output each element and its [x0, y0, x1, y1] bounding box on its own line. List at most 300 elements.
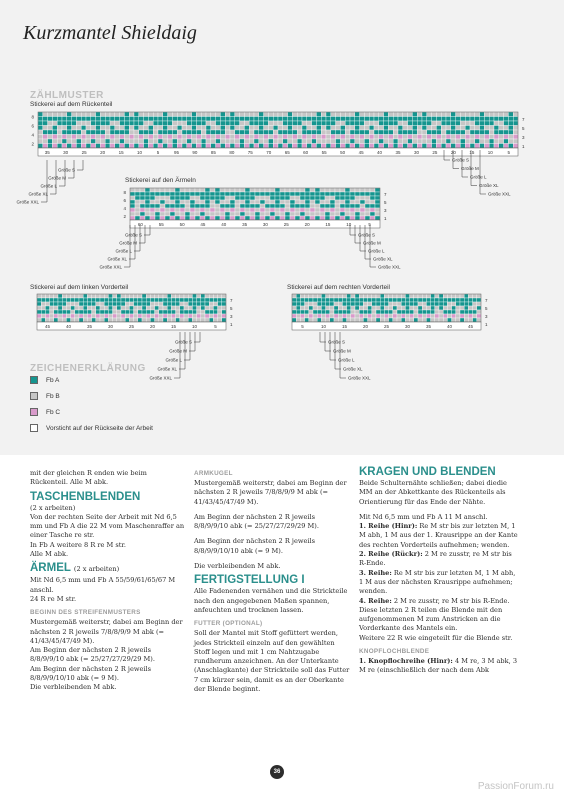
chart-cell: [464, 298, 468, 302]
chart-cell: [113, 302, 117, 306]
chart-cell: [41, 318, 45, 322]
chart-cell: [292, 135, 297, 140]
chart-cell: [138, 302, 142, 306]
chart-cell: [288, 130, 293, 135]
chart-cell: [216, 112, 221, 117]
chart-cell: [305, 314, 309, 318]
chart-cell: [273, 121, 278, 126]
chart-cell: [104, 314, 108, 318]
chart-cell: [196, 135, 201, 140]
chart-cell: [235, 121, 240, 126]
chart-cell: [410, 294, 414, 298]
size-label: Größe XL: [28, 191, 48, 197]
chart-cell: [489, 130, 494, 135]
chart-cell: [365, 204, 370, 208]
chart-cell: [240, 212, 245, 216]
chart-cell: [197, 302, 201, 306]
chart-cell: [268, 121, 273, 126]
chart-cell: [250, 188, 255, 192]
chart-cell: [134, 117, 139, 122]
chart-cell: [155, 318, 159, 322]
chart-cell: [129, 126, 134, 131]
heading-knopflochblende: KNOPFLOCHBLENDE: [359, 648, 430, 656]
chart-cell: [375, 216, 380, 220]
chart-cell: [426, 314, 430, 318]
chart-cell: [273, 117, 278, 122]
chart-cell: [384, 121, 389, 126]
chart-cell: [92, 310, 96, 314]
chart-cell: [460, 139, 465, 144]
row-label: 1: [230, 322, 233, 327]
chart-cell: [220, 117, 225, 122]
row-label: 4: [123, 206, 126, 211]
chart-cell: [408, 117, 413, 122]
chart-cell: [360, 126, 365, 131]
chart-cell: [225, 200, 230, 204]
chart-cell: [393, 144, 398, 149]
chart-cell: [364, 117, 369, 122]
chart-cell: [50, 306, 54, 310]
chart-cell: [316, 121, 321, 126]
chart-cell: [359, 306, 363, 310]
chart-cell: [443, 298, 447, 302]
chart-cell: [355, 302, 359, 306]
chart-cell: [292, 298, 296, 302]
chart-cell: [410, 314, 414, 318]
chart-cell: [412, 117, 417, 122]
chart-cell: [206, 135, 211, 140]
chart-cell: [484, 126, 489, 131]
chart-cell: [398, 135, 403, 140]
chart-cell: [374, 144, 379, 149]
chart-cell: [475, 121, 480, 126]
chart-cell: [245, 216, 250, 220]
chart-cell: [140, 208, 145, 212]
chart-cell: [215, 204, 220, 208]
chart-cell: [72, 117, 77, 122]
chart-cell: [213, 310, 217, 314]
chart-cell: [79, 294, 83, 298]
chart-cell: [45, 302, 49, 306]
chart-cell: [105, 126, 110, 131]
chart-cell: [489, 117, 494, 122]
chart-cell: [209, 306, 213, 310]
chart-cell: [334, 294, 338, 298]
chart-cell: [144, 130, 149, 135]
chart-cell: [397, 302, 401, 306]
chart-cell: [52, 117, 57, 122]
chart-cell: [340, 144, 345, 149]
page-number: 36: [270, 765, 284, 779]
chart-cell: [431, 318, 435, 322]
chart-cell: [388, 121, 393, 126]
chart-cell: [389, 302, 393, 306]
chart-cell: [201, 314, 205, 318]
chart-cell: [288, 135, 293, 140]
chart-cell: [163, 302, 167, 306]
chart-cell: [309, 298, 313, 302]
chart-cell: [171, 318, 175, 322]
chart-cell: [182, 117, 187, 122]
chart-cell: [195, 204, 200, 208]
chart-cell: [138, 306, 142, 310]
chart-cell: [218, 306, 222, 310]
chart-cell: [375, 208, 380, 212]
chart-cell: [235, 130, 240, 135]
chart-cell: [200, 200, 205, 204]
chart-cell: [170, 200, 175, 204]
chart-cell: [71, 310, 75, 314]
chart-cell: [384, 294, 388, 298]
chart-cell: [211, 117, 216, 122]
chart-cell: [195, 196, 200, 200]
chart-cell: [220, 196, 225, 200]
chart-cell: [211, 126, 216, 131]
chart-cell: [110, 121, 115, 126]
chart-cell: [83, 314, 87, 318]
chart-cell: [205, 306, 209, 310]
size-label: Größe XXL: [488, 191, 511, 197]
chart-cell: [465, 130, 470, 135]
chart-cell: [138, 314, 142, 318]
chart-cell: [270, 196, 275, 200]
chart-cell: [153, 130, 158, 135]
chart-cell: [345, 212, 350, 216]
chart-cell: [184, 310, 188, 314]
chart-cell: [270, 188, 275, 192]
chart-cell: [297, 112, 302, 117]
chart-cell: [283, 117, 288, 122]
chart-cell: [150, 212, 155, 216]
chart-cell: [374, 126, 379, 131]
chart-cell: [335, 208, 340, 212]
chart-cell: [278, 130, 283, 135]
chart-cell: [180, 200, 185, 204]
chart-cell: [397, 314, 401, 318]
chart-cell: [384, 314, 388, 318]
chart-cell: [168, 117, 173, 122]
chart-cell: [365, 196, 370, 200]
chart-cell: [309, 294, 313, 298]
chart-cell: [296, 310, 300, 314]
swatch-fb-b: [30, 392, 38, 400]
chart-cell: [360, 216, 365, 220]
chart-cell: [115, 135, 120, 140]
swatch-fb-c: [30, 408, 38, 416]
column-number: 60: [137, 222, 143, 227]
chart-cell: [513, 135, 518, 140]
chart-cell: [264, 135, 269, 140]
chart-cell: [275, 188, 280, 192]
chart-cell: [259, 144, 264, 149]
chart-cell: [148, 139, 153, 144]
chart-cell: [225, 216, 230, 220]
chart-cell: [297, 139, 302, 144]
size-label: Größe M: [169, 348, 187, 354]
chart-cell: [190, 212, 195, 216]
chart-cell: [197, 318, 201, 322]
chart-cell: [370, 200, 375, 204]
chart-cell: [313, 318, 317, 322]
chart-cell: [340, 196, 345, 200]
chart-cell: [280, 208, 285, 212]
chart-cell: [340, 117, 345, 122]
chart-cell: [372, 302, 376, 306]
chart-cell: [130, 188, 135, 192]
chart-cell: [220, 204, 225, 208]
chart-cell: [432, 135, 437, 140]
column-number: 85: [210, 150, 216, 155]
chart-cell: [213, 294, 217, 298]
chart-cell: [408, 135, 413, 140]
chart-cell: [412, 112, 417, 117]
chart-cell: [372, 314, 376, 318]
chart-cell: [363, 306, 367, 310]
chart-cell: [134, 121, 139, 126]
chart-cell: [345, 135, 350, 140]
chart-cell: [426, 310, 430, 314]
column-number: 10: [320, 324, 327, 329]
chart-cell: [468, 318, 472, 322]
chart-cell: [45, 314, 49, 318]
chart-cell: [92, 302, 96, 306]
chart-cell: [163, 130, 168, 135]
chart-cell: [375, 212, 380, 216]
chart-cell: [159, 294, 163, 298]
chart-cell: [176, 298, 180, 302]
chart-cell: [196, 139, 201, 144]
chart-cell: [321, 126, 326, 131]
chart-cell: [342, 318, 346, 322]
chart-cell: [393, 294, 397, 298]
chart-cell: [460, 298, 464, 302]
legend-fb-a: Fb A: [30, 375, 59, 385]
chart-cell: [350, 188, 355, 192]
chart-cell: [50, 294, 54, 298]
chart-cell: [312, 126, 317, 131]
text-column-3: KRAGEN UND BLENDEN Beide Schulternähte schließen; dabei diedie MM an der Abkettkante des Rückenteils als Orientierung für das Ende der Nähte. Mit Nd 6,5 mm und Fb A 11 M anschl. 1. Reihe (Hinr): Re M str bis zur letzten M, 1 M abh, 1 M aus der 1. Krausrippe an der Kante des rechten Vorderteils aufnehmen; wenden. 2. Reihe (Rückr): 2 M re zusstr, re M str bis R-Ende. 3. Reihe: Re M str bis zur letzten M, 1 M abh, 1 M aus der nächsten Krausrippe aufnehmen; wenden. 4. Reihe: 2 M re zusstr, re M str bis R-Ende. Diese letzten 2 R teilen die Blende mit den aufgenommenen M zum Anstricken an die Vorderkante des Mantels ein. Weitere 22 R wie eingeteilt für die Blende str. KNOPFLOCHBLENDE 1. Knopflochreihe (Hinr): 4 M re, 3 M abk, 3 M re (einschließlich der nach dem Abk: [359, 466, 518, 675]
chart-cell: [172, 117, 177, 122]
chart-cell: [264, 112, 269, 117]
chart-cell: [393, 306, 397, 310]
heading-beginn-streifenmuster: BEGINN DES STREIFENMUSTERS: [30, 609, 141, 617]
chart-cell: [216, 139, 221, 144]
chart-cell: [158, 135, 163, 140]
chart-cell: [305, 196, 310, 200]
chart-cell: [345, 204, 350, 208]
chart-cell: [363, 302, 367, 306]
chart-cell: [120, 117, 125, 122]
chart-cell: [225, 139, 230, 144]
chart-cell: [412, 144, 417, 149]
chart-cell: [148, 121, 153, 126]
chart-cell: [422, 112, 427, 117]
size-label: Größe XL: [343, 366, 363, 372]
chart-cell: [360, 196, 365, 200]
chart-cell: [172, 121, 177, 126]
chart-cell: [310, 208, 315, 212]
chart-cell: [209, 294, 213, 298]
chart-cell: [43, 126, 48, 131]
chart-cell: [365, 208, 370, 212]
chart-cell: [144, 112, 149, 117]
chart-cell: [180, 306, 184, 310]
chart-cell: [330, 216, 335, 220]
chart-cell: [130, 208, 135, 212]
column-number: 30: [413, 150, 419, 155]
chart-cell: [213, 306, 217, 310]
chart-cell: [489, 144, 494, 149]
chart-cell: [451, 144, 456, 149]
chart-cell: [300, 196, 305, 200]
chart-cell: [76, 144, 81, 149]
chart-cell: [100, 294, 104, 298]
chart-cell: [180, 208, 185, 212]
chart-cell: [155, 314, 159, 318]
chart-cell: [153, 144, 158, 149]
chart-cell: [369, 117, 374, 122]
chart-cell: [300, 212, 305, 216]
chart-cell: [310, 212, 315, 216]
chart-cell: [210, 216, 215, 220]
chart-cell: [288, 126, 293, 131]
chart-cell: [370, 204, 375, 208]
chart-cell: [321, 310, 325, 314]
chart-cell: [222, 302, 226, 306]
chart-cell: [235, 112, 240, 117]
chart-cell: [67, 139, 72, 144]
chart-cell: [350, 204, 355, 208]
chart-cell: [338, 294, 342, 298]
chart-cell: [190, 208, 195, 212]
chart-cell: [75, 306, 79, 310]
chart-cell: [45, 298, 49, 302]
chart-cell: [464, 318, 468, 322]
chart-cell: [315, 212, 320, 216]
chart-cell: [245, 188, 250, 192]
chart-cell: [494, 135, 499, 140]
chart-cell: [180, 294, 184, 298]
chart-cell: [200, 192, 205, 196]
chart-cell: [230, 130, 235, 135]
chart-cell: [330, 204, 335, 208]
chart-cell: [321, 130, 326, 135]
chart-cell: [146, 298, 150, 302]
chart-cell: [37, 298, 41, 302]
chart-cell: [220, 216, 225, 220]
chart-cell: [37, 318, 41, 322]
chart-cell: [81, 139, 86, 144]
chart-cell: [285, 188, 290, 192]
chart-cell: [335, 212, 340, 216]
chart-cell: [129, 117, 134, 122]
chart-cell: [211, 130, 216, 135]
chart-cell: [384, 130, 389, 135]
chart-cell: [113, 306, 117, 310]
chart-cell: [443, 302, 447, 306]
row-label: 3: [384, 208, 387, 213]
chart-cell: [67, 135, 72, 140]
chart-cell: [456, 139, 461, 144]
chart-cell: [209, 318, 213, 322]
chart-cell: [201, 144, 206, 149]
chart-cell: [417, 130, 422, 135]
chart-cell: [213, 298, 217, 302]
chart-cell: [201, 126, 206, 131]
chart-cell: [201, 117, 206, 122]
chart-cell: [48, 135, 53, 140]
chart-cell: [250, 216, 255, 220]
chart-cell: [335, 200, 340, 204]
chart-cell: [265, 188, 270, 192]
chart-cell: [368, 306, 372, 310]
chart-cell: [403, 144, 408, 149]
chart-cell: [489, 126, 494, 131]
chart-cell: [376, 306, 380, 310]
chart-cell: [355, 130, 360, 135]
chart-cell: [355, 204, 360, 208]
chart-cell: [195, 192, 200, 196]
chart-cell: [439, 302, 443, 306]
chart-cell: [187, 130, 192, 135]
chart-cell: [205, 212, 210, 216]
column-number: 40: [377, 150, 383, 155]
chart-cell: [265, 208, 270, 212]
chart-cell: [244, 112, 249, 117]
chart-cell: [201, 306, 205, 310]
chart-cell: [210, 208, 215, 212]
chart-cell: [230, 200, 235, 204]
heading-aermel: ÄRMEL (2 x arbeiten): [30, 562, 120, 575]
chart-cell: [113, 298, 117, 302]
chart-cell: [443, 310, 447, 314]
heading-fertigstellung: FERTIGSTELLUNG I: [194, 574, 305, 587]
chart-cell: [48, 126, 53, 131]
chart-cell: [375, 196, 380, 200]
chart-cell: [330, 310, 334, 314]
chart-cell: [422, 302, 426, 306]
chart-cell: [171, 294, 175, 298]
chart-cell: [148, 112, 153, 117]
chart-cell: [334, 298, 338, 302]
chart-cell: [62, 139, 67, 144]
chart-cell: [260, 188, 265, 192]
chart-cell: [196, 117, 201, 122]
chart-cell: [185, 212, 190, 216]
chart-cell: [210, 204, 215, 208]
chart-cell: [350, 216, 355, 220]
chart-cell: [167, 310, 171, 314]
chart-cell: [405, 314, 409, 318]
chart-cell: [285, 204, 290, 208]
chart-cell: [432, 112, 437, 117]
size-label: Größe L: [165, 357, 182, 363]
chart-cell: [100, 314, 104, 318]
chart-cell: [144, 121, 149, 126]
chart-cell: [135, 200, 140, 204]
chart-cell: [259, 117, 264, 122]
chart-cell: [412, 121, 417, 126]
chart-cell: [115, 126, 120, 131]
chart-cell: [309, 310, 313, 314]
chart-cell: [456, 144, 461, 149]
chart-cell: [336, 117, 341, 122]
chart-cell: [230, 135, 235, 140]
chart-cell: [494, 112, 499, 117]
chart-cell: [317, 318, 321, 322]
chart-cell: [182, 144, 187, 149]
chart-cell: [316, 139, 321, 144]
